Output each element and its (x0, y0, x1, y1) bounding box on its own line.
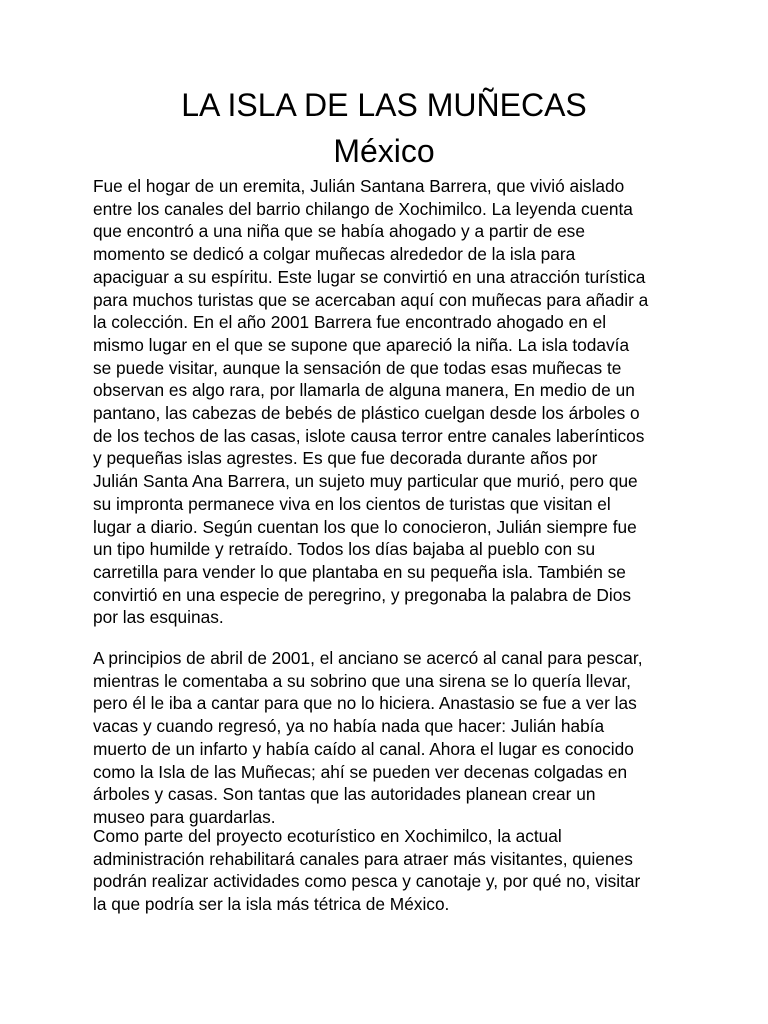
paragraph-3: Como parte del proyecto ecoturístico en Xochimilco, la actual administración rehabilitará canales para atraer más visitantes, quienes podrán realizar actividades como pesca y canotaje y, por qué no, visitar la que podría ser la isla más tétrica de México. (93, 826, 641, 915)
paragraph-2: A principios de abril de 2001, el anciano se acercó al canal para pescar, mientras le comentaba a su sobrino que una sirena se lo quería llevar, pero él le iba a cantar para que no lo hiciera. Anastasio se fue a ver las vacas y cuando regresó, ya no había nada que hacer: Julián había muerto de un infarto y había caído al canal. Ahora el lugar es conocido como la Isla de las Muñecas; ahí se pueden ver decenas colgadas en árboles y casas. Son tantas que las autoridades planean crear un museo para guardarlas. (93, 648, 643, 827)
page-title: LA ISLA DE LAS MUÑECAS (181, 87, 587, 123)
paragraph-1: Fue el hogar de un eremita, Julián Santana Barrera, que vivió aislado entre los canales del barrio chilango de Xochimilco. La leyenda cuenta que encontró a una niña que se había ahogado y a partir de ese momento se dedicó a colgar muñecas alrededor de la isla para apaciguar a su espíritu. Este lugar se convirtió en una atracción turística para muchos turistas que se acercaban aquí con muñecas para añadir a la colección. En el año 2001 Barrera fue encontrado ahogado en el mismo lugar en el que se supone que apareció la niña. La isla todavía se puede visitar, aunque la sensación de que todas esas muñecas te observan es algo rara, por llamarla de alguna manera, En medio de un pantano, las cabezas de bebés de plástico cuelgan desde los árboles o de los techos de las casas, islote causa terror entre canales laberínticos y pequeñas islas agrestes. Es que fue decorada durante años por Julián Santa Ana Barrera, un sujeto muy particular que murió, pero que su impronta permanece viva en los cientos de turistas que visitan el lugar a diario. Según cuentan los que lo conocieron, Julián siempre fue un tipo humilde y retraído. Todos los días bajaba al pueblo con su carretilla para vender lo que plantaba en su pequeña isla. También se convirtió en una especie de peregrino, y pregonaba la palabra de Dios por las esquinas. (93, 176, 649, 628)
page-subtitle: México (333, 133, 435, 169)
